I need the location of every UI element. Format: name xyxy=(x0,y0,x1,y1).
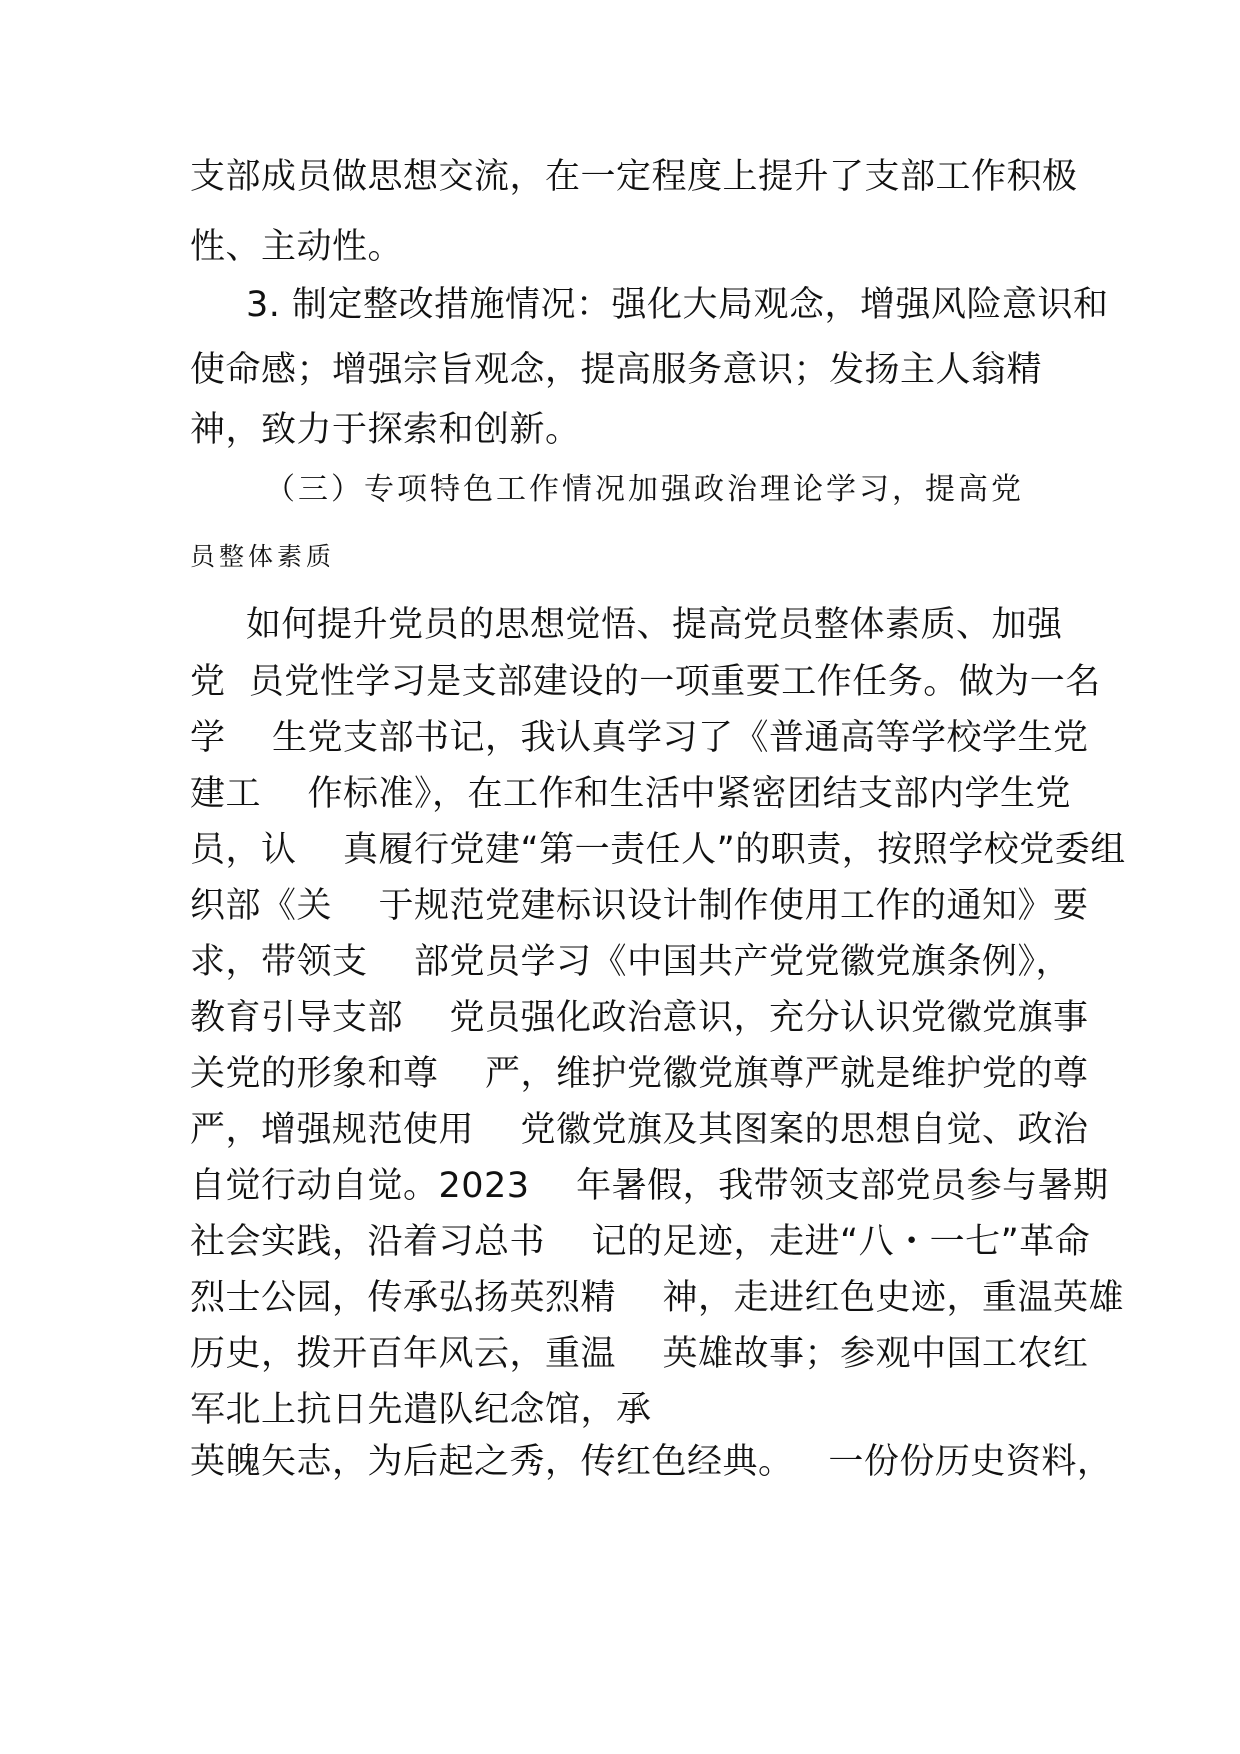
body-text-line: 如何提升党员的思想觉悟、提高党员整体素质、加强 xyxy=(246,605,1063,645)
body-text-line: 党 员党性学习是支部建设的一项重要工作任务。做为一名 xyxy=(190,662,1101,702)
body-text-line: 关党的形象和尊 严，维护党徽党旗尊严就是维护党的尊 xyxy=(190,1054,1089,1094)
body-text-line: 求，带领支 部党员学习《中国共产党党徽党旗条例》， xyxy=(190,942,1072,982)
body-text-line: 严，增强规范使用 党徽党旗及其图案的思想自觉、政治 xyxy=(190,1110,1089,1150)
body-text-line: 织部《关 于规范党建标识设计制作使用工作的通知》要 xyxy=(190,886,1089,926)
section-heading: （三）专项特色工作情况加强政治理论学习，提高党 xyxy=(265,472,1024,507)
body-text-line: 自觉行动自觉。2023 年暑假，我带领支部党员参与暑期 xyxy=(190,1166,1109,1206)
body-text-line: 3. 制定整改措施情况：强化大局观念，增强风险意识和 xyxy=(246,285,1109,325)
body-text-line: 神，致力于探索和创新。 xyxy=(190,410,581,450)
body-text-line: 军北上抗日先遣队纪念馆，承 xyxy=(190,1390,652,1430)
body-text-line: 性、主动性。 xyxy=(190,227,404,267)
body-text-line: 建工 作标准》，在工作和生活中紧密团结支部内学生党 xyxy=(190,774,1072,814)
section-heading-continued: 员整体素质 xyxy=(190,542,336,571)
body-text-line: 学 生党支部书记，我认真学习了《普通高等学校学生党 xyxy=(190,718,1089,758)
body-text-line: 烈士公园，传承弘扬英烈精 神，走进红色史迹，重温英雄 xyxy=(190,1278,1125,1318)
body-text-line: 教育引导支部 党员强化政治意识，充分认识党徽党旗事 xyxy=(190,998,1089,1038)
body-text-line: 支部成员做思想交流，在一定程度上提升了支部工作积极 xyxy=(190,157,1078,197)
body-text-line: 使命感；增强宗旨观念，提高服务意识；发扬主人翁精 xyxy=(190,350,1043,390)
body-text-line: 历史，拨开百年风云，重温 英雄故事；参观中国工农红 xyxy=(190,1334,1089,1374)
body-text-line: 英魄矢志，为后起之秀，传红色经典。 一份份历史资料， xyxy=(190,1442,1113,1482)
body-text-line: 员，认 真履行党建“第一责任人”的职责，按照学校党委组 xyxy=(190,830,1126,870)
body-text-line: 社会实践，沿着习总书 记的足迹，走进“八・一七”革命 xyxy=(190,1222,1091,1262)
